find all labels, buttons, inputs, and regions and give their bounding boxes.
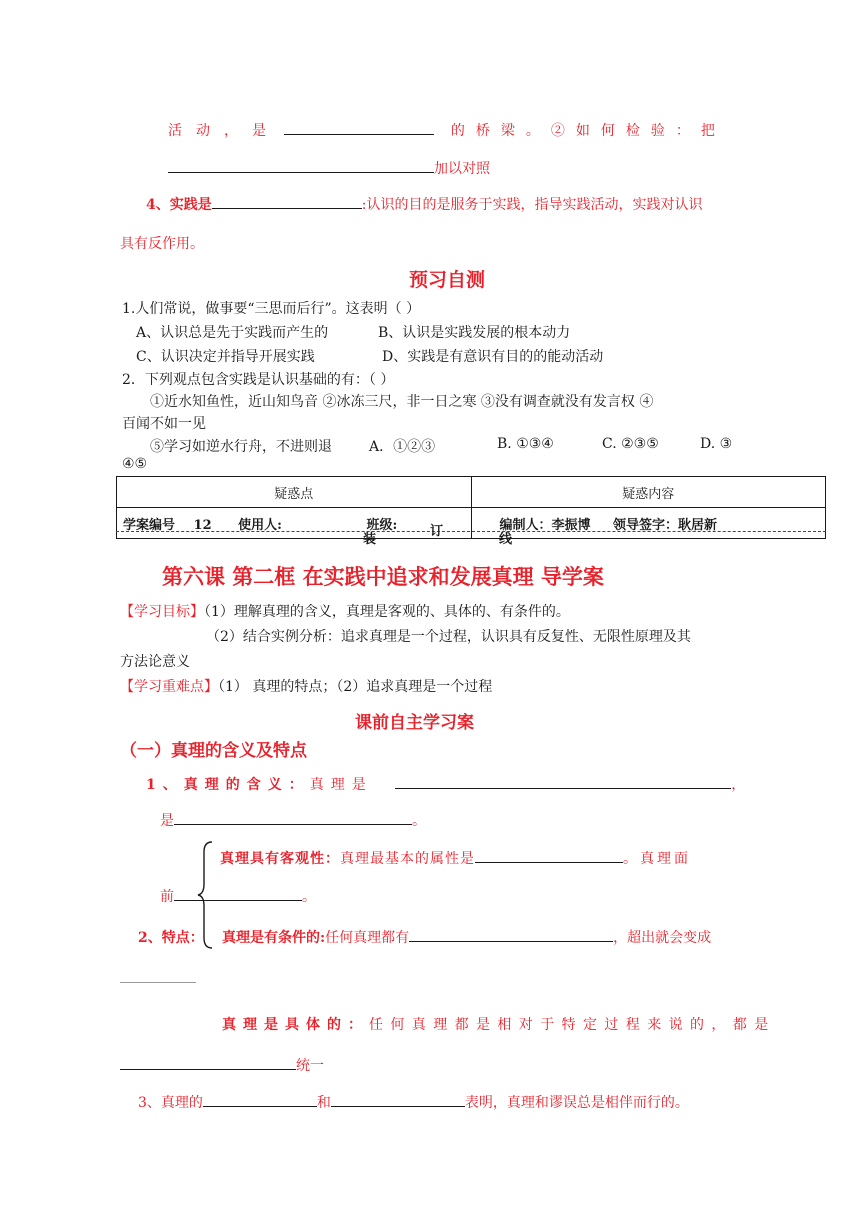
objective-label: 真理具有客观性：	[220, 851, 340, 867]
goal-2-cont: 方法论意义	[120, 654, 190, 670]
q1: 1.人们常说，做事要“三思而后行”。这表明（ ）	[122, 301, 421, 317]
key-label: 【学习重难点】	[120, 679, 218, 695]
q1-option-b: B、认识是实践发展的根本动力	[378, 325, 571, 341]
item3	[138, 1092, 689, 1112]
key-points	[120, 676, 492, 696]
goal-2: （2）结合实例分析：追求真理是一个过程，认识具有反复性、无限性原理及其	[206, 629, 691, 645]
objective	[220, 848, 691, 868]
table-row	[117, 477, 826, 508]
blank-5[interactable]	[174, 812, 412, 825]
blank-10[interactable]	[120, 1057, 296, 1070]
item1-cont-b: 。	[412, 813, 426, 829]
concrete-cont-text: 统一	[296, 1058, 324, 1074]
blank-4[interactable]	[395, 776, 731, 789]
case-no: 12	[193, 517, 212, 533]
line2	[168, 158, 490, 178]
leader-signature: 领导签字：耿居新	[613, 517, 718, 533]
self-study-heading: 课前自主学习案	[355, 713, 474, 733]
case-no-label: 学案编号	[123, 517, 176, 533]
blank-12[interactable]	[331, 1094, 465, 1107]
table-row	[117, 508, 826, 539]
item4-label: 4、实践是	[146, 197, 212, 213]
conditional-label: 真理是有条件的:	[222, 930, 326, 946]
line1	[168, 120, 726, 140]
goal-1: （1）理解真理的含义，真理是客观的、具体的、有条件的。	[204, 604, 570, 620]
objective-cont	[160, 886, 316, 906]
objective-cont-a: 前	[160, 889, 174, 905]
case-info-cell	[117, 508, 472, 539]
item1	[146, 774, 745, 794]
line1-text-a: 活动，是	[168, 123, 280, 139]
doubt-head-right: 疑惑内容	[471, 477, 826, 508]
item1-comma: ，	[731, 777, 746, 793]
key-text: （1） 真理的特点；（2）追求真理是一个过程	[218, 679, 493, 695]
user-label: 使用人:	[238, 517, 282, 533]
item4-cont: 具有反作用。	[120, 236, 204, 252]
q2-option-c: C. ②③⑤	[602, 436, 659, 452]
line2-text: 加以对照	[434, 161, 490, 177]
q2-line2: 百闻不如一见	[122, 416, 206, 432]
objective-text: 真理最基本的属性是	[340, 851, 475, 867]
q1-option-d: D、实践是有意识有目的的能动活动	[382, 349, 604, 365]
item1-label: 1、真理的含义：	[146, 777, 310, 793]
line1-text-b: 的桥梁。②如何检验：把	[450, 123, 726, 139]
q2-line1: ①近水知鱼性，近山知鸟音 ②冰冻三尺，非一日之寒 ③没有调查就没有发言权 ④	[150, 394, 654, 410]
q2: 2．下列观点包含实践是认识基础的有：（ ）	[122, 372, 395, 388]
q2-line4: ④⑤	[122, 456, 148, 472]
item3-b: 和	[316, 1095, 331, 1111]
blank-2[interactable]	[168, 160, 434, 173]
class-label: 班级:	[366, 517, 398, 533]
lesson-title: 第六课 第二框 在实践中追求和发展真理 导学案	[162, 564, 604, 589]
goal-line1	[120, 601, 570, 621]
binding-mark-1: 装	[363, 532, 377, 547]
editor: 编制人：李振博	[499, 517, 591, 533]
preview-heading: 预习自测	[409, 269, 486, 291]
item1-cont	[160, 810, 426, 830]
binding-line	[116, 531, 826, 532]
blank-9[interactable]	[120, 982, 196, 983]
q2-option-d: D. ③	[700, 436, 733, 452]
item3-c: 表明，真理和谬误总是相伴而行的。	[464, 1095, 689, 1111]
blank-1[interactable]	[284, 122, 434, 135]
binding-mark-2: 订	[430, 524, 444, 539]
section1-heading: （一）真理的含义及特点	[120, 741, 307, 761]
q1-option-c: C、认识决定并指导开展实践	[136, 349, 315, 365]
concrete-text: 任何真理都是相对于特定过程来说的，都是	[369, 1017, 776, 1033]
conditional-tail: ，超出就会变成	[613, 930, 712, 946]
blank-7[interactable]	[174, 888, 302, 901]
doubt-table	[116, 476, 826, 539]
item1-text: 真理是	[309, 777, 373, 793]
item4	[146, 194, 702, 214]
editor-cell	[471, 508, 826, 539]
q2-line3: ⑤学习如逆水行舟，不进则退	[150, 439, 332, 455]
conditional	[222, 927, 711, 947]
item2-label: 2、特点：	[138, 930, 204, 946]
q1-option-a: A、认识总是先于实践而产生的	[136, 325, 329, 341]
item1-cont-a: 是	[160, 813, 174, 829]
objective-cont-b: 。	[302, 889, 316, 905]
doubt-head-left: 疑惑点	[117, 477, 472, 508]
item3-a: 3、真理的	[138, 1095, 203, 1111]
conditional-text: 任何真理都有	[325, 930, 410, 946]
blank-3[interactable]	[212, 196, 362, 209]
concrete-cont	[120, 1055, 324, 1075]
blank-6[interactable]	[475, 850, 623, 863]
q2-option-b: B. ①③④	[497, 436, 554, 452]
blank-8[interactable]	[409, 929, 613, 942]
objective-tail: 。真理面	[623, 851, 691, 867]
q2-option-a: A．①②③	[369, 439, 436, 455]
item4-text: :认识的目的是服务于实践，指导实践活动，实践对认识	[361, 197, 703, 213]
blank-11[interactable]	[203, 1094, 317, 1107]
concrete	[222, 1014, 776, 1034]
concrete-label: 真理是具体的：	[222, 1017, 369, 1033]
goal-label: 【学习目标】	[120, 604, 204, 620]
binding-mark-3: 线	[499, 532, 513, 547]
